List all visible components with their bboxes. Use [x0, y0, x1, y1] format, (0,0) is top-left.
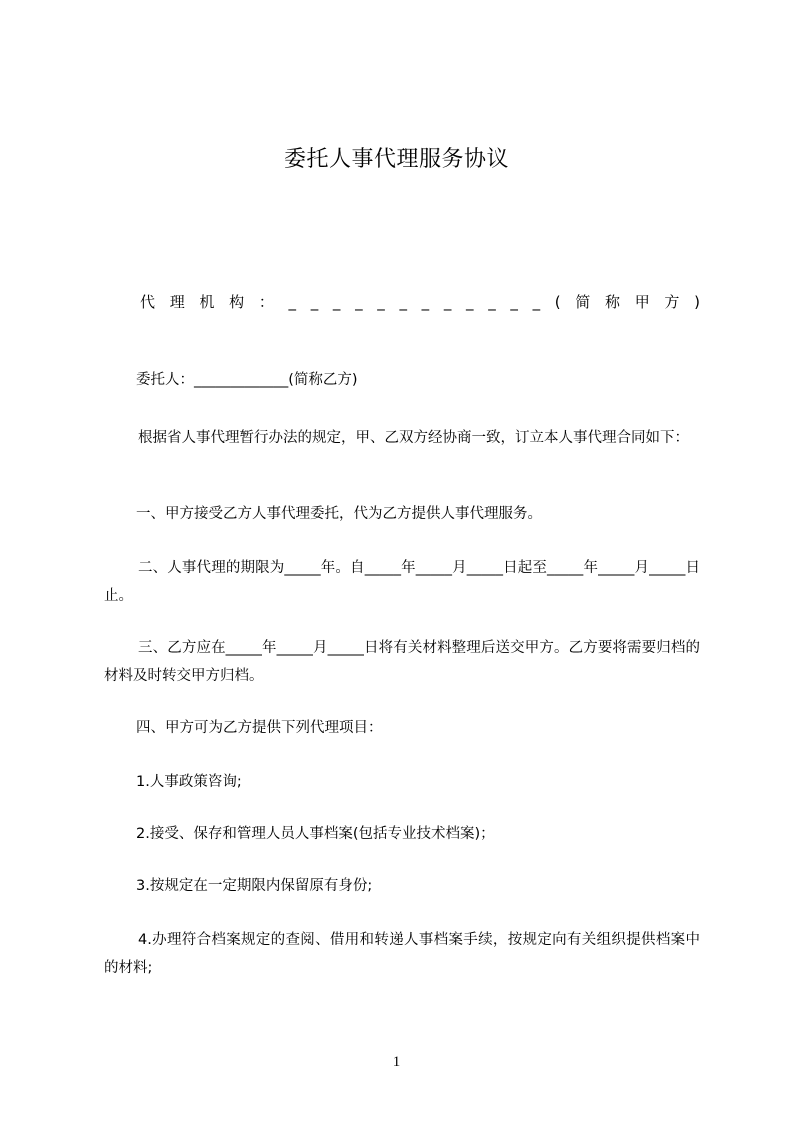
agency-char: _ — [377, 293, 385, 311]
item-1: 1.人事政策咨询; — [136, 774, 242, 790]
clause-3: 三、乙方应在_____年_____月_____日将有关材料整理后送交甲方。乙方要将需要归档的材料及时转交甲方归档。 — [104, 640, 700, 684]
agency-char: ： — [258, 293, 274, 311]
agency-char: 方 — [664, 293, 680, 311]
agency-char: 称 — [605, 293, 621, 311]
agency-char: _ — [288, 293, 297, 311]
clause-2: 二、人事代理的期限为_____年。自_____年_____月_____日起至_____年_____月_____日止。 — [104, 560, 700, 604]
agency-char: _ — [443, 293, 452, 311]
page-number: 1 — [392, 1054, 401, 1070]
agency-char: 构 — [229, 293, 245, 311]
agency-char: 机 — [199, 293, 215, 311]
agency-char: _ — [421, 293, 430, 311]
agency-char: _ — [332, 293, 341, 311]
document-title: 委托人事代理服务协议 — [283, 147, 509, 172]
agency-char: 简 — [575, 293, 591, 311]
agency-char: _ — [355, 293, 363, 311]
agency-char: _ — [466, 293, 474, 311]
agency-char: _ — [532, 293, 541, 311]
clause-4: 四、甲方可为乙方提供下列代理项目： — [136, 720, 383, 736]
agency-char: 代 — [140, 293, 156, 311]
item-2: 2.接受、保存和管理人员人事档案(包括专业技术档案)； — [136, 826, 495, 842]
agency-char: _ — [510, 293, 518, 311]
agency-char: 甲 — [634, 293, 650, 311]
item-4: 4.办理符合档案规定的查阅、借用和转递人事档案手续，按规定向有关组织提供档案中的材料; — [104, 932, 700, 976]
agency-char: _ — [488, 293, 496, 311]
agency-char: ) — [694, 293, 700, 311]
agency-char: 理 — [169, 293, 185, 311]
item-3: 3.按规定在一定期限内保留原有身份; — [136, 878, 373, 894]
client-line: 委托人：_____________(简称乙方) — [136, 372, 358, 388]
agency-char: _ — [399, 293, 407, 311]
agency-line — [140, 288, 700, 316]
intro-paragraph: 根据省人事代理暂行办法的规定，甲、乙双方经协商一致，订立本人事代理合同如下： — [138, 430, 689, 446]
clause-1: 一、甲方接受乙方人事代理委托，代为乙方提供人事代理服务。 — [136, 506, 542, 522]
agency-char: ( — [554, 293, 561, 311]
agency-char: _ — [310, 293, 319, 311]
